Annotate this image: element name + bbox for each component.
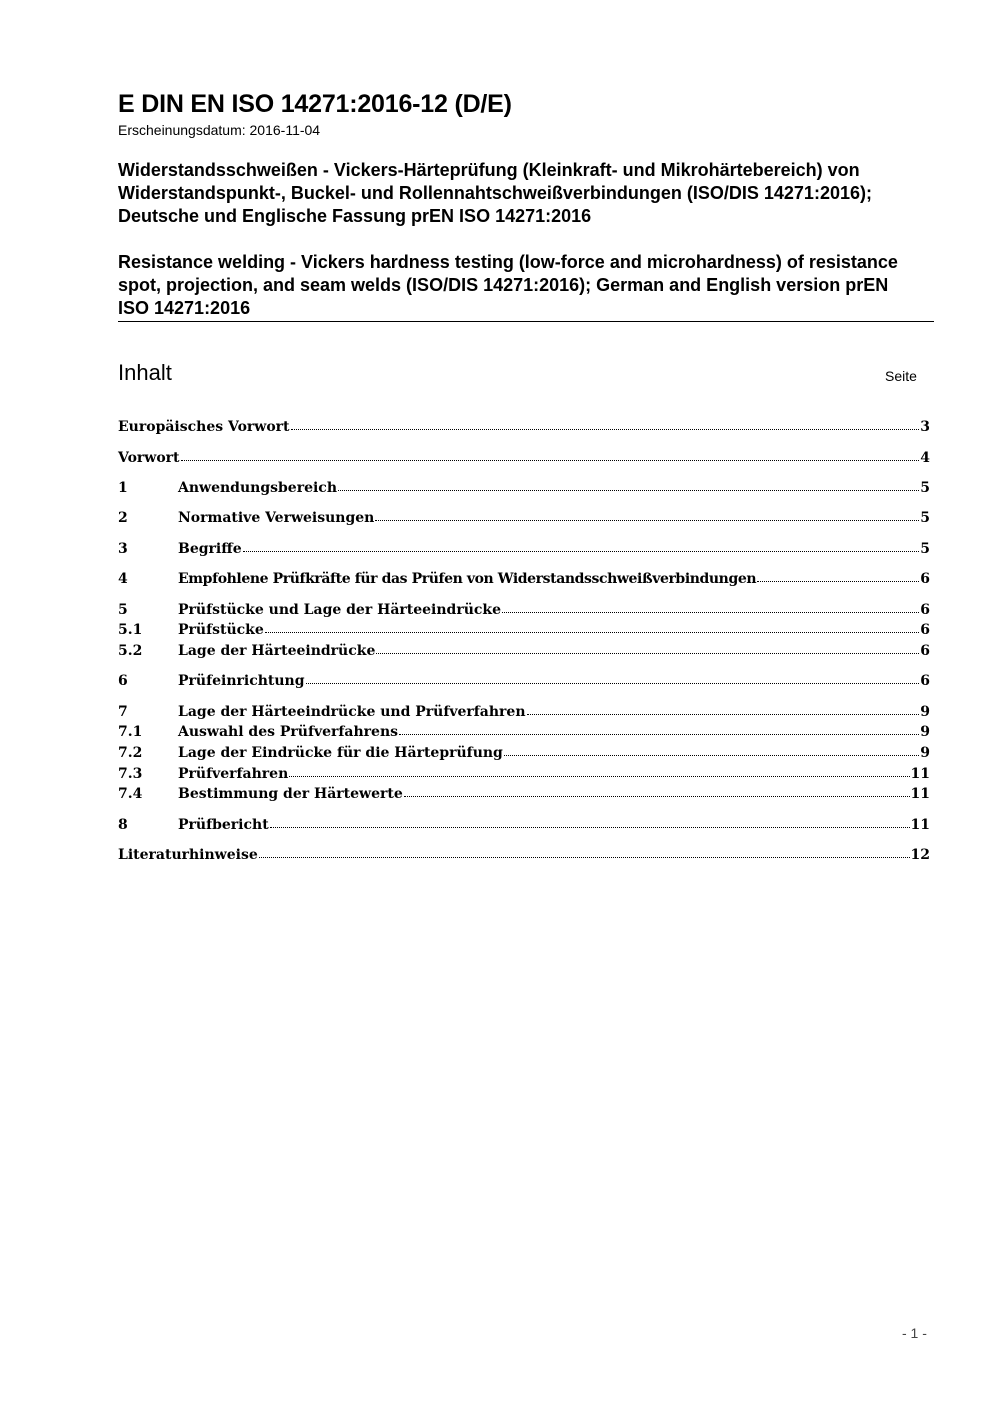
toc-leader [757,569,919,582]
toc-leader [306,671,920,684]
document-id: E DIN EN ISO 14271:2016-12 (D/E) [118,90,512,118]
toc-entry-page: 9 [920,704,930,720]
toc-entry-title: Lage der Härteeindrücke und Prüfverfahren [178,704,526,720]
toc-leader [504,743,919,756]
toc-entry[interactable] [118,569,930,589]
toc-entry-page: 4 [920,450,930,466]
toc-entry-title: Empfohlene Prüfkräfte für das Prüfen von Widerstandsschweißverbindungen [178,571,757,587]
toc-leader [338,478,919,491]
toc-entry-page: 6 [920,622,930,638]
toc-entry-title: Prüfstücke und Lage der Härteeindrücke [178,602,502,618]
toc-entry-page: 6 [920,571,930,587]
toc-entry-page: 11 [910,817,930,833]
toc-entry-title: Normative Verweisungen [178,510,375,526]
toc-entry-number: 7.1 [118,724,143,740]
toc-entry-page: 12 [910,847,930,863]
toc-entry-title: Auswahl des Prüfverfahrens [178,724,399,740]
toc-entry-number: 7.3 [118,766,143,782]
toc-entry-number: 4 [118,571,128,587]
toc-entry-number: 7.2 [118,745,143,761]
toc-leader [527,702,920,715]
toc-entry-title: Lage der Eindrücke für die Härteprüfung [178,745,503,761]
toc-leader [399,722,919,735]
toc-leader [265,620,919,633]
toc-entry-page: 5 [920,510,930,526]
toc-entry[interactable] [118,722,930,742]
toc-leader [270,815,910,828]
toc-entry[interactable] [118,417,930,437]
toc-entry-page: 6 [920,643,930,659]
toc-entry-title: Prüfstücke [178,622,264,638]
toc-entry[interactable] [118,671,930,691]
toc-entry-title: Prüfeinrichtung [178,673,305,689]
toc-entry[interactable] [118,478,930,498]
toc-entry-page: 6 [920,673,930,689]
toc-entry[interactable] [118,815,930,835]
toc-entry-page: 3 [920,419,930,435]
toc-entry[interactable] [118,784,930,804]
header-divider [118,321,934,322]
toc-entry[interactable] [118,539,930,559]
toc-leader [404,784,910,797]
toc-entry-number: 5 [118,602,128,618]
title-german: Widerstandsschweißen - Vickers-Härteprüfung (Kleinkraft- und Mikrohärtebereich) von Widerstandspunkt-, Buckel- und Rollennahtschweißverbindungen (ISO/DIS 14271:2016); Deutsche und Englische Fassung prEN ISO 14271:2016 [118,160,872,226]
toc-entry-title: Bestimmung der Härtewerte [178,786,403,802]
toc-leader [502,600,919,613]
toc-entry-number: 3 [118,541,128,557]
toc-entry-page: 5 [920,541,930,557]
toc-entry[interactable] [118,764,930,784]
publication-date: Erscheinungsdatum: 2016-11-04 [118,122,321,138]
page-number: - 1 - [902,1325,927,1341]
toc-entry-page: 5 [920,480,930,496]
toc-entry-number: 5.1 [118,622,143,638]
toc-entry-title: Lage der Härteeindrücke [178,643,376,659]
toc-entry-title: Begriffe [178,541,242,557]
toc-entry-page: 6 [920,602,930,618]
toc-entry-page: 11 [910,786,930,802]
toc-entry-title: Anwendungsbereich [178,480,337,496]
toc-leader [181,448,920,461]
toc-entry-number: 6 [118,673,128,689]
toc-leader [291,417,920,430]
toc-leader [375,508,919,521]
toc-entry-number: 8 [118,817,128,833]
toc-entry[interactable] [118,508,930,528]
toc-entry[interactable] [118,845,930,865]
toc-entry[interactable] [118,702,930,722]
toc-leader [376,641,919,654]
toc-entry-title: Prüfbericht [178,817,269,833]
toc-entry[interactable] [118,743,930,763]
toc-entry[interactable] [118,620,930,640]
toc-entry[interactable] [118,600,930,620]
toc-entry-number: 2 [118,510,128,526]
toc-leader [259,845,910,858]
toc-entry-page: 9 [920,745,930,761]
toc-entry-title: Vorwort [118,450,180,466]
title-english: Resistance welding - Vickers hardness testing (low-force and microhardness) of resistance spot, projection, and seam welds (ISO/DIS 14271:2016); German and English version prEN ISO 14271:2016 [118,252,898,318]
toc-entry-title: Literaturhinweise [118,847,258,863]
toc-entry-number: 1 [118,480,128,496]
toc-entry-title: Prüfverfahren [178,766,289,782]
toc-entry-page: 11 [910,766,930,782]
toc-entry-number: 7 [118,704,128,720]
toc-leader [243,539,920,552]
toc-entry-number: 7.4 [118,786,143,802]
toc-entry-page: 9 [920,724,930,740]
toc-entry-title: Europäisches Vorwort [118,419,290,435]
toc-entry[interactable] [118,641,930,661]
toc-page-label: Seite [885,368,917,384]
toc-entry-number: 5.2 [118,643,143,659]
toc-leader [289,764,909,777]
toc-entry[interactable] [118,448,930,468]
toc-heading: Inhalt [118,360,172,385]
